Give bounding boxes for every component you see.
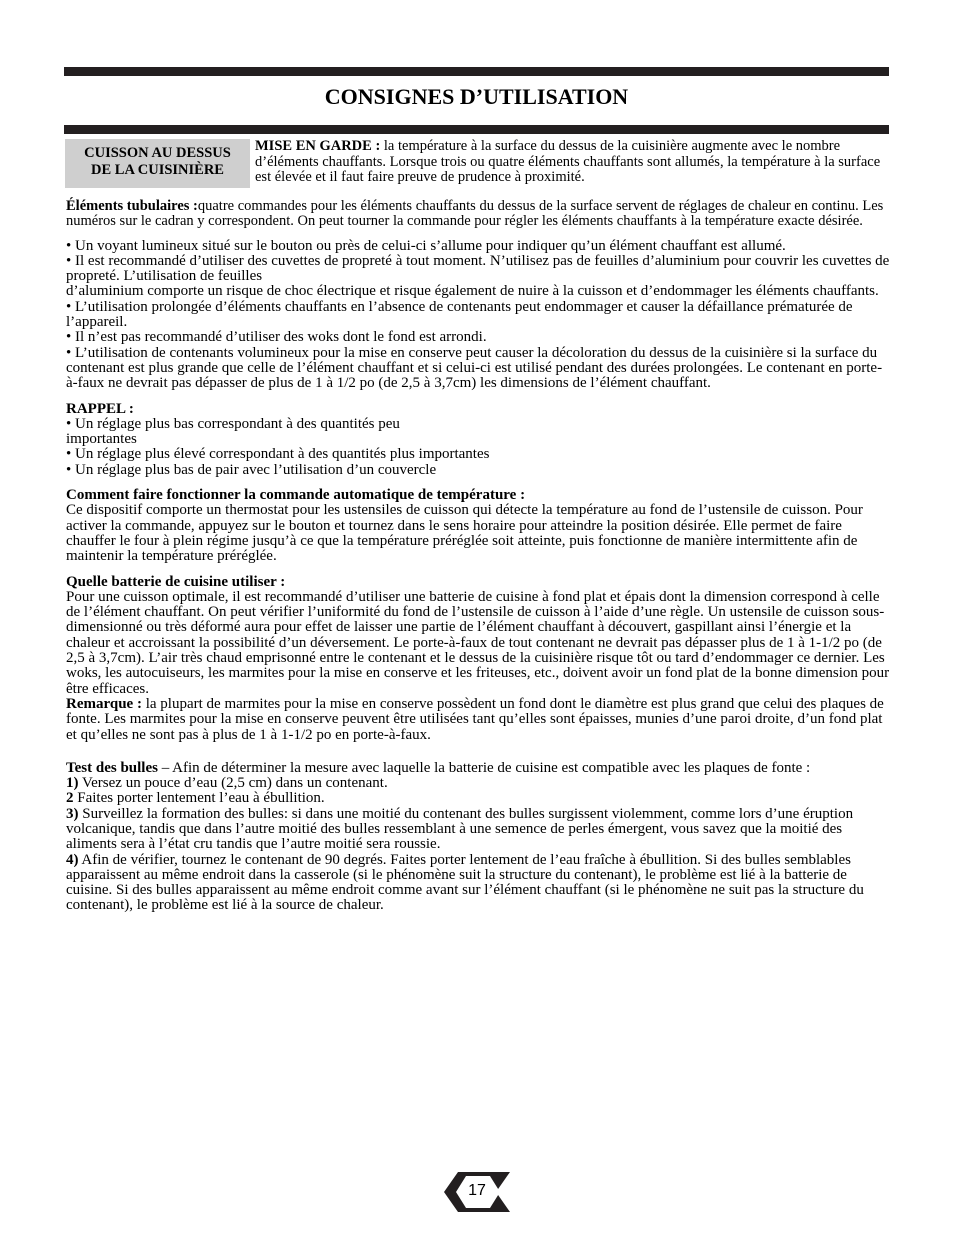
bullet-item: d’aluminium comporte un risque de choc électrique et risque également de nuire à la cuisson et d’endommager les éléments chauffants. — [66, 283, 879, 300]
step-text: Surveillez la formation des bulles: si dans une moitié du contenant des bulles surgissent violemment, comme lors d’une éruption volcanique, tandis que dans l’autre moitié des bulles ressemblant à une semence de perles émergent, vous savez que la moitié des aliments sera à l’état cru tandis que l’autre moitié sera roussie. — [66, 805, 854, 853]
remark-text: la plupart de marmites pour la mise en conserve possèdent un fond dont le diamètre est plus grand que celui des plaques de fonte. Les marmites pour la mise en conserve peuvent être utilisées tant qu’elles sont épaisses, munies d’une paroi droite, d’un fond plat et qu’elles ne sont pas à plus de 1 à 1-1/2 po en porte-à-faux. — [66, 695, 884, 743]
step-number: 4) — [66, 851, 79, 868]
cookware-section — [66, 575, 892, 743]
cookware-text: Pour une cuisson optimale, il est recommandé d’utiliser une batterie de cuisine à fond plat et épais dont la dimension correspond à celle de l’élément chauffant. On peut vérifier l’uniformité du fond de l’ustensile de cuisson à l’aide d’une règle. Un ustensile de cuisson sous-dimensionné ou très déformé aura pour effet de laisser une partie de l’élément chauffant à découvert, gaspillant ainsi l’énergie et la chaleur et accroissant la possibilité d’un déversement. Le porte-à-faux de tout contenant ne devrait pas dépasser plus de 1 à 1-1/2 po (de 2,5 à 3,7cm). L’air très chaud emprisonné entre le contenant et le dessus de la cuisinière risque tôt ou tard d’endommager ce dernier. Les woks, les autocuiseurs, les marmites pour la mise en conserve et les friteuses, etc., doivent avoir un fond plat de la bonne dimension pour être efficaces. — [66, 588, 890, 697]
page-title: CONSIGNES D’UTILISATION — [324, 84, 629, 109]
section-label-line1: CUISSON AU DESSUS — [84, 145, 231, 161]
tubular-elements-text: quatre commandes pour les éléments chauffants du dessus de la surface servent de réglages de chaleur en continu. Les numéros sur le cadran y correspondent. On peut tourner la commande pour régler les éléments chauffants à la température exacte désirée. — [66, 198, 884, 230]
step-text: Faites porter lentement l’eau à ébullition. — [73, 790, 325, 807]
step-number: 2 — [66, 790, 74, 807]
bubble-test-label: Test des bulles — [66, 759, 158, 776]
section-label-line2: DE LA CUISINIÈRE — [91, 162, 224, 178]
step-text: Versez un pouce d’eau (2,5 cm) dans un contenant. — [78, 775, 388, 792]
bubble-test-intro-text: – Afin de déterminer la mesure avec laquelle la batterie de cuisine est compatible avec les plaques de fonte : — [157, 759, 811, 776]
reminder-item: • Un réglage plus bas correspondant à des quantités peu — [66, 415, 400, 432]
section-label — [65, 139, 250, 188]
bubble-step — [66, 776, 892, 791]
bullet-item: • Un voyant lumineux situé sur le bouton ou près de celui-ci s’allume pour indiquer qu’un élément chauffant est allumé. — [66, 237, 786, 254]
reminder-item: • Un réglage plus élevé correspondant à des quantités plus importantes — [66, 446, 490, 463]
main-content — [66, 199, 892, 914]
bubble-test-section — [66, 761, 892, 914]
reminder-section — [66, 402, 892, 478]
tubular-elements-label: Éléments tubulaires : — [66, 198, 198, 214]
tubular-elements-paragraph — [66, 199, 892, 230]
bullet-item: • L’utilisation prolongée d’éléments chauffants en l’absence de contenants peut endommager et causer la défaillance prématurée de l’appareil. — [66, 298, 853, 331]
step-number: 1) — [66, 775, 79, 792]
usage-bullets — [66, 239, 892, 392]
step-text: Afin de vérifier, tournez le contenant de 90 degrés. Faites porter lentement de l’eau fraîche à ébullition. Si des bulles semblables apparaissent au même endroit dans la casserole (si le phénomène suit la structure du contenant), le problème est lié à la batterie de cuisine. Si des bulles apparaissent au même endroit comme avant sur l’élément chauffant (si le phénomène ne suit pas la structure du contenant), le problème est lié à la source de chaleur. — [66, 851, 864, 914]
remark-paragraph — [66, 697, 892, 743]
bubble-step — [66, 791, 892, 806]
reminder-heading: RAPPEL : — [66, 400, 134, 417]
step-number: 3) — [66, 805, 79, 822]
page-number: 17 — [468, 1182, 486, 1199]
bubble-step — [66, 807, 892, 853]
bullet-item: • Il n’est pas recommandé d’utiliser des woks dont le fond est arrondi. — [66, 329, 487, 346]
auto-temp-text: Ce dispositif comporte un thermostat pour les ustensiles de cuisson qui détecte la température au fond de l’ustensile de cuisson. Pour activer la commande, appuyez sur le bouton et tournez dans le sens horaire pour atteindre la position désirée. Elle permet de faire chauffer le four à plein régime jusqu’à ce que la température préréglée soit atteinte, puis fonctionne de manière intermittente afin de maintenir la température préréglée. — [66, 502, 863, 565]
auto-temp-heading: Comment faire fonctionner la commande automatique de température : — [66, 487, 526, 504]
bubble-test-intro — [66, 761, 892, 776]
reminder-item: • Un réglage plus bas de pair avec l’utilisation d’un couvercle — [66, 461, 437, 478]
bullet-item: • Il est recommandé d’utiliser des cuvettes de propreté à tout moment. N’utilisez pas de feuilles d’aluminium pour couvrir les cuvettes de propreté. L’utilisation de feuilles — [66, 252, 890, 285]
bubble-step — [66, 853, 892, 914]
header-rule-bottom — [64, 125, 889, 134]
warning-label: MISE EN GARDE : — [255, 138, 381, 154]
warning-text: la température à la surface du dessus de la cuisinière augmente avec le nombre d’éléments chauffants. Lorsque trois ou quatre éléments chauffants sont allumés, la température à la surface est élevée et il faut faire preuve de prudence à proximité. — [255, 138, 881, 185]
cookware-heading: Quelle batterie de cuisine utiliser : — [66, 573, 286, 590]
header-rule-top — [64, 67, 889, 76]
reminder-item: importantes — [66, 431, 137, 448]
warning-note — [255, 139, 891, 186]
bullet-item: • L’utilisation de contenants volumineux pour la mise en conserve peut causer la décoloration du dessus de la cuisinière si la surface du contenant est plus grande que celle de l’élément chauffant et si celui-ci est utilisé pendant des durées prolongées. Le contenant en porte-à-faux ne devrait pas dépasser de plus de 1 à 1/2 po (de 2,5 à 3,7cm) les dimensions de l’élément chauffant. — [66, 344, 883, 392]
remark-label: Remarque : — [66, 695, 142, 712]
auto-temp-section — [66, 488, 892, 564]
